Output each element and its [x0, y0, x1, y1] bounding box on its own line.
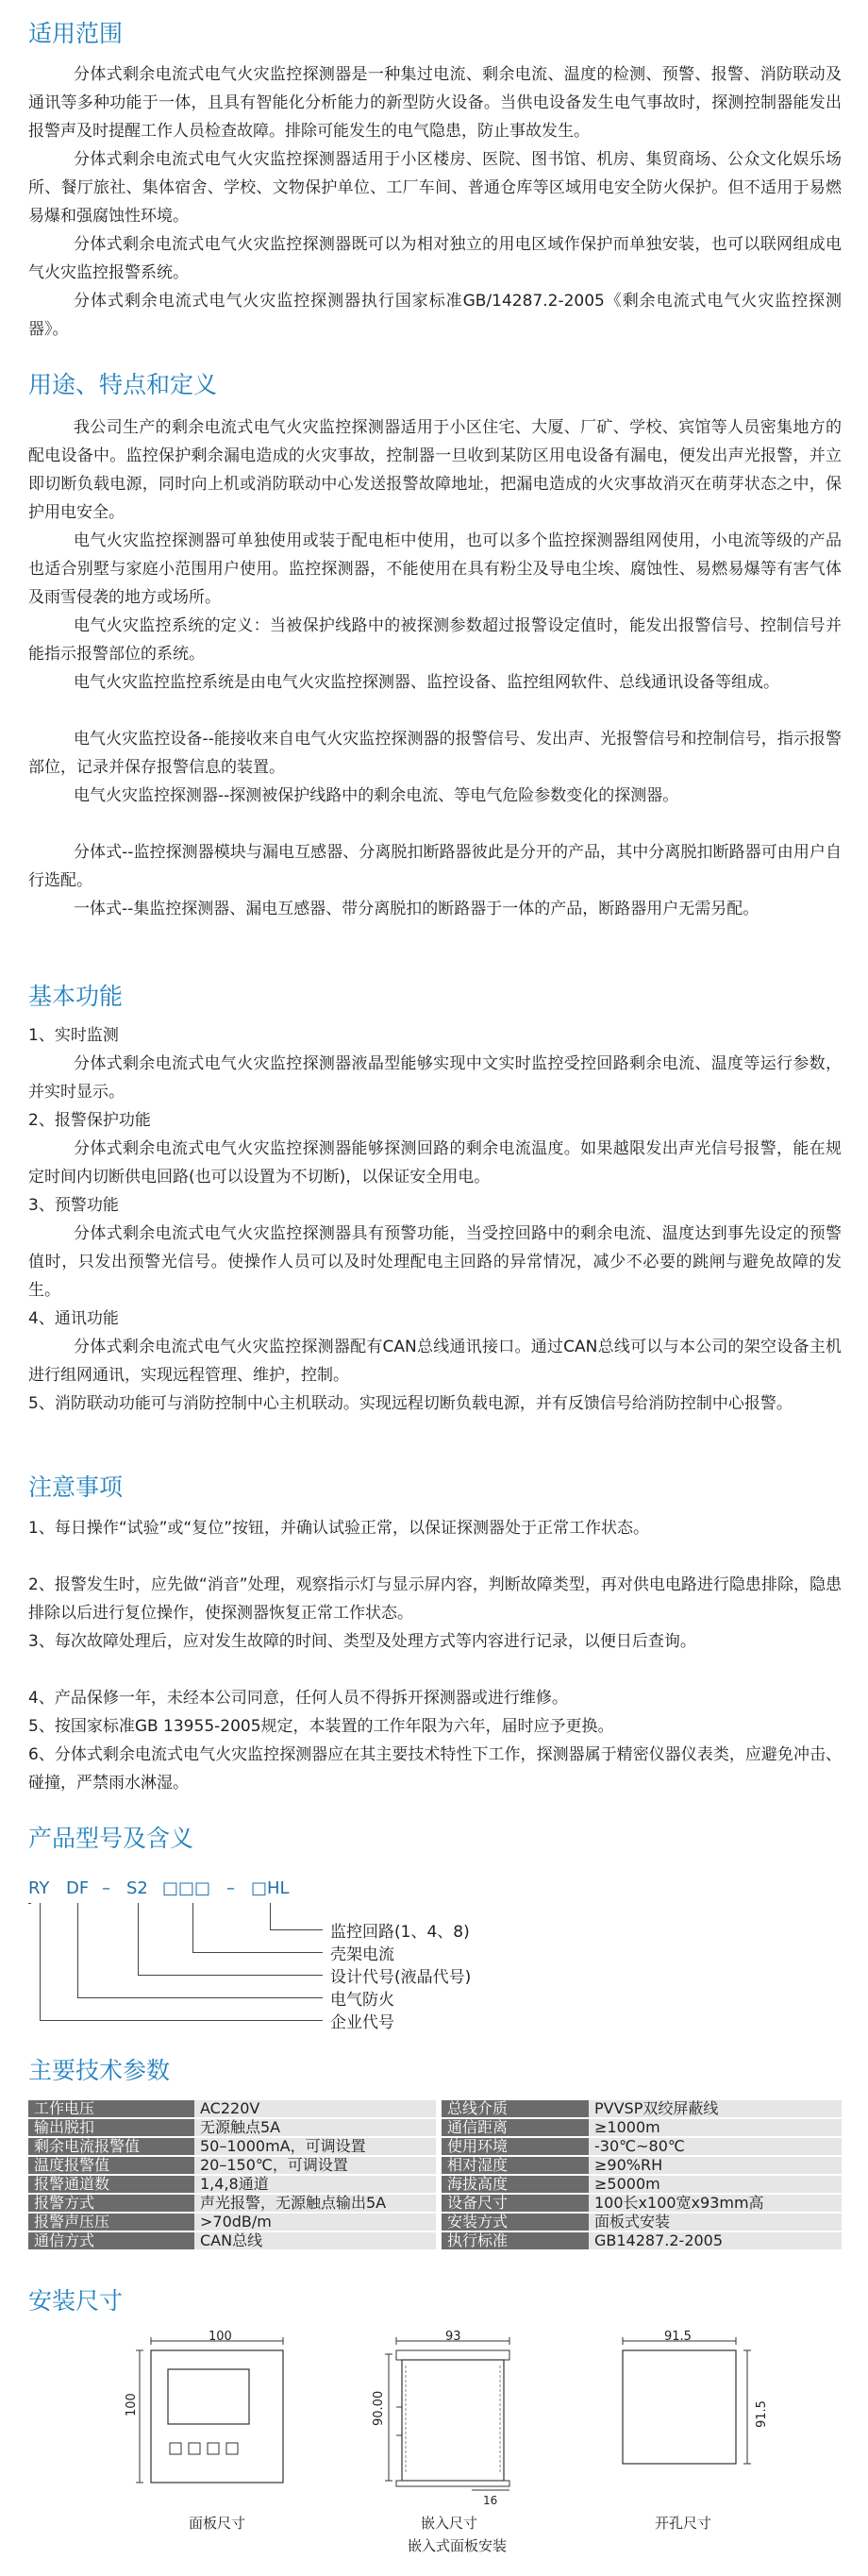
spec-value-2: 100长x100宽x93mm高: [589, 2194, 842, 2213]
spec-value-2: ≥1000m: [589, 2118, 842, 2137]
hole-dimension-drawing: [604, 2332, 755, 2501]
section-title-scope: 适用范围: [28, 20, 124, 47]
note-item-4: 4、产品保修一年，未经本公司同意，任何人员不得拆开探测器或进行维修。: [28, 1689, 568, 1708]
model-line-loops: [270, 1903, 271, 1929]
usage-paragraph-2: 电气火灾监控探测器可单独使用或装于配电柜中使用，也可以多个监控探测器组网使用，小电流等级的产品也适合别墅与家庭小范围用户使用。监控探测器，不能使用在具有粉尘及导电尘埃、腐蚀性、易燃易爆等有害气体及雨雪侵袭的地方或场所。: [28, 531, 842, 607]
spec-value-2: ≥90%RH: [589, 2156, 842, 2175]
spec-key-2: 执行标准: [439, 2231, 589, 2250]
scope-paragraph-3: 分体式剩余电流式电气火灾监控探测器既可以为相对独立的用电区域作保护而单独安装，也可以联网组成电气火灾监控报警系统。: [28, 235, 842, 282]
section-title-specs: 主要技术参数: [28, 2057, 171, 2084]
function-text-4: 分体式剩余电流式电气火灾监控探测器配有CAN总线通讯接口。通过CAN总线可以与本公司的架空设备主机进行组网通讯，实现远程管理、维护，控制。: [28, 1338, 842, 1385]
hole-width-label: 91.5: [664, 2330, 692, 2344]
hole-caption: 开孔尺寸: [655, 2515, 712, 2532]
note-item-5: 5、按国家标准GB 13955-2005规定，本装置的工作年限为六年，届时应予更换。: [28, 1717, 614, 1736]
note-item-1: 1、每日操作“试验”或“复位”按钮，并确认试验正常，以保证探测器处于正常工作状态。: [28, 1519, 650, 1538]
section-title-install: 安装尺寸: [28, 2287, 124, 2315]
embed-caption-2: 嵌入式面板安装: [408, 2537, 508, 2554]
panel-dimension-drawing: [132, 2332, 302, 2501]
panel-width-label: 100: [209, 2330, 232, 2344]
spec-key-2: 设备尺寸: [439, 2194, 589, 2213]
spec-row: [28, 2194, 842, 2213]
function-heading-3: 3、预警功能: [28, 1196, 119, 1215]
scope-paragraph-2: 分体式剩余电流式电气火灾监控探测器适用于小区楼房、医院、图书馆、机房、集贸商场、公众文化娱乐场所、餐厅旅社、集体宿舍、学校、文物保护单位、工厂车间、普通仓库等区域用电安全防火保护。但不适用于易燃易爆和强腐蚀性环境。: [28, 150, 842, 226]
spec-row: [28, 2118, 842, 2137]
spec-value-2: ≥5000m: [589, 2175, 842, 2194]
model-code-dash-1: –: [102, 1878, 110, 1898]
spec-key-2: 通信距离: [439, 2118, 589, 2137]
spec-value: >70dB/m: [194, 2213, 439, 2231]
spec-key-2: 使用环境: [439, 2137, 589, 2156]
spec-value: 50–1000mA，可调设置: [194, 2137, 439, 2156]
model-code-frame: □□□: [162, 1878, 211, 1898]
usage-paragraph-7: 分体式--监控探测器模块与漏电互感器、分离脱扣断路器彼此是分开的产品，其中分离脱扣断路器可由用户自行选配。: [28, 843, 842, 890]
model-code-design: S2: [126, 1878, 148, 1898]
model-code-enterprise: RY: [28, 1878, 50, 1898]
spec-key-2: 海拔高度: [439, 2175, 589, 2194]
embed-width-label: 93: [445, 2330, 461, 2344]
spec-value: 无源触点5A: [194, 2118, 439, 2137]
spec-key: 通信方式: [28, 2231, 194, 2250]
model-underline: [28, 1903, 31, 1904]
usage-paragraph-3: 电气火灾监控系统的定义：当被保护线路中的被探测参数超过报警设定值时，能发出报警信号、控制信号并能指示报警部位的系统。: [28, 616, 842, 664]
model-line-enterprise-h: [40, 2020, 323, 2021]
usage-paragraph-8: 一体式--集监控探测器、漏电互感器、带分离脱扣的断路器于一体的产品，断路器用户无需另配。: [74, 900, 760, 918]
model-code-dash-2: –: [226, 1878, 235, 1898]
model-line-fire-h: [77, 1997, 323, 1998]
spec-value-2: -30℃~80℃: [589, 2137, 842, 2156]
spec-table: [28, 2100, 842, 2251]
model-line-loops-h: [270, 1929, 323, 1930]
spec-value: 1,4,8通道: [194, 2175, 439, 2194]
spec-row: [28, 2231, 842, 2250]
spec-key-2: 安装方式: [439, 2213, 589, 2231]
spec-row: [28, 2156, 842, 2175]
model-line-enterprise: [40, 1903, 41, 2020]
spec-row: [28, 2100, 842, 2118]
spec-value: CAN总线: [194, 2231, 439, 2250]
model-code-loops: □HL: [251, 1878, 290, 1898]
model-line-frame-h: [192, 1952, 323, 1953]
spec-value: 声光报警，无源触点输出5A: [194, 2194, 439, 2213]
model-label-fire: 电气防火: [330, 1991, 394, 2010]
scope-paragraph-4: 分体式剩余电流式电气火灾监控探测器执行国家标准GB/14287.2-2005《剩余电流式电气火灾监控探测器》。: [28, 292, 842, 339]
note-item-2: 2、报警发生时，应先做“消音”处理，观察指示灯与显示屏内容，判断故障类型，再对供电电路进行隐患排除，隐患排除以后进行复位操作，使探测器恢复正常工作状态。: [28, 1575, 842, 1623]
model-label-loops: 监控回路(1、4、8): [330, 1923, 470, 1942]
model-code-fire: DF: [66, 1878, 90, 1898]
spec-key-2: 相对湿度: [439, 2156, 589, 2175]
embed-depth-label: 16: [483, 2494, 498, 2507]
spec-value: 20–150℃，可调设置: [194, 2156, 439, 2175]
spec-value-2: 面板式安装: [589, 2213, 842, 2231]
section-title-functions: 基本功能: [28, 983, 124, 1010]
usage-paragraph-1: 我公司生产的剩余电流式电气火灾监控探测器适用于小区住宅、大厦、厂矿、学校、宾馆等人员密集地方的配电设备中。监控保护剩余漏电造成的火灾事故，控制器一旦收到某防区用电设备有漏电，便发出声光报警，并立即切断负载电源，同时向上机或消防联动中心发送报警故障地址，把漏电造成的火灾事故消灭在萌芽状态之中，保护用电安全。: [28, 418, 842, 522]
spec-row: [28, 2137, 842, 2156]
model-line-design-h: [138, 1975, 323, 1976]
model-label-design: 设计代号(液晶代号): [330, 1968, 472, 1987]
section-title-notes: 注意事项: [28, 1473, 124, 1501]
model-line-frame: [192, 1903, 193, 1952]
usage-paragraph-6: 电气火灾监控探测器--探测被保护线路中的剩余电流、等电气危险参数变化的探测器。: [74, 786, 679, 805]
spec-key: 报警方式: [28, 2194, 194, 2213]
spec-key: 报警通道数: [28, 2175, 194, 2194]
spec-key-2: 总线介质: [439, 2100, 589, 2118]
spec-key: 温度报警值: [28, 2156, 194, 2175]
section-title-usage: 用途、特点和定义: [28, 371, 218, 398]
function-heading-1: 1、实时监测: [28, 1026, 119, 1045]
usage-paragraph-5: 电气火灾监控设备--能接收来自电气火灾监控探测器的报警信号、发出声、光报警信号和控制信号，指示报警部位，记录并保存报警信息的装置。: [28, 730, 842, 777]
embed-caption: 嵌入尺寸: [421, 2515, 478, 2532]
hole-height-label: 91.5: [755, 2400, 769, 2428]
model-label-enterprise: 企业代号: [330, 2013, 394, 2032]
spec-value: AC220V: [194, 2100, 439, 2118]
function-heading-2: 2、报警保护功能: [28, 1111, 151, 1130]
note-item-3: 3、每次故障处理后，应对发生故障的时间、类型及处理方式等内容进行记录，以便日后查询。: [28, 1632, 696, 1651]
embed-dimension-drawing: [377, 2332, 528, 2501]
section-title-model: 产品型号及含义: [28, 1825, 194, 1852]
embed-height-label: 90.00: [372, 2390, 386, 2426]
function-text-3: 分体式剩余电流式电气火灾监控探测器具有预警功能，当受控回路中的剩余电流、温度达到事先设定的预警值时，只发出预警光信号。使操作人员可以及时处理配电主回路的异常情况，减少不必要的跳闸与避免故障的发生。: [28, 1224, 842, 1300]
model-line-fire: [77, 1903, 78, 1997]
function-heading-4: 4、通讯功能: [28, 1309, 119, 1328]
spec-key: 工作电压: [28, 2100, 194, 2118]
spec-row: [28, 2213, 842, 2231]
function-text-5: 5、消防联动功能可与消防控制中心主机联动。实现远程切断负载电源，并有反馈信号给消防控制中心报警。: [28, 1394, 793, 1413]
usage-paragraph-4: 电气火灾监控监控系统是由电气火灾监控探测器、监控设备、监控组网软件、总线通讯设备等组成。: [74, 673, 779, 692]
function-text-1: 分体式剩余电流式电气火灾监控探测器液晶型能够实现中文实时监控受控回路剩余电流、温度等运行参数，并实时显示。: [28, 1054, 842, 1102]
spec-row: [28, 2175, 842, 2194]
function-text-2: 分体式剩余电流式电气火灾监控探测器能够探测回路的剩余电流温度。如果越限发出声光信号报警，能在规定时间内切断供电回路(也可以设置为不切断)，以保证安全用电。: [28, 1139, 842, 1187]
spec-value-2: GB14287.2-2005: [589, 2231, 842, 2250]
model-label-frame: 壳架电流: [330, 1945, 394, 1964]
note-item-6: 6、分体式剩余电流式电气火灾监控探测器应在其主要技术特性下工作，探测器属于精密仪器仪表类，应避免冲击、碰撞，严禁雨水淋湿。: [28, 1745, 842, 1793]
spec-key: 输出脱扣: [28, 2118, 194, 2137]
spec-key: 剩余电流报警值: [28, 2137, 194, 2156]
panel-height-label: 100: [125, 2393, 139, 2416]
panel-caption: 面板尺寸: [189, 2515, 246, 2532]
scope-paragraph-1: 分体式剩余电流式电气火灾监控探测器是一种集过电流、剩余电流、温度的检测、预警、报警、消防联动及通讯等多种功能于一体，且具有智能化分析能力的新型防火设备。当供电设备发生电气事故时，探测控制器能发出报警声及时提醒工作人员检查故障。排除可能发生的电气隐患，防止事故发生。: [28, 65, 842, 141]
spec-value-2: PVVSP双绞屏蔽线: [589, 2100, 842, 2118]
spec-key: 报警声压压: [28, 2213, 194, 2231]
model-line-design: [138, 1903, 139, 1975]
